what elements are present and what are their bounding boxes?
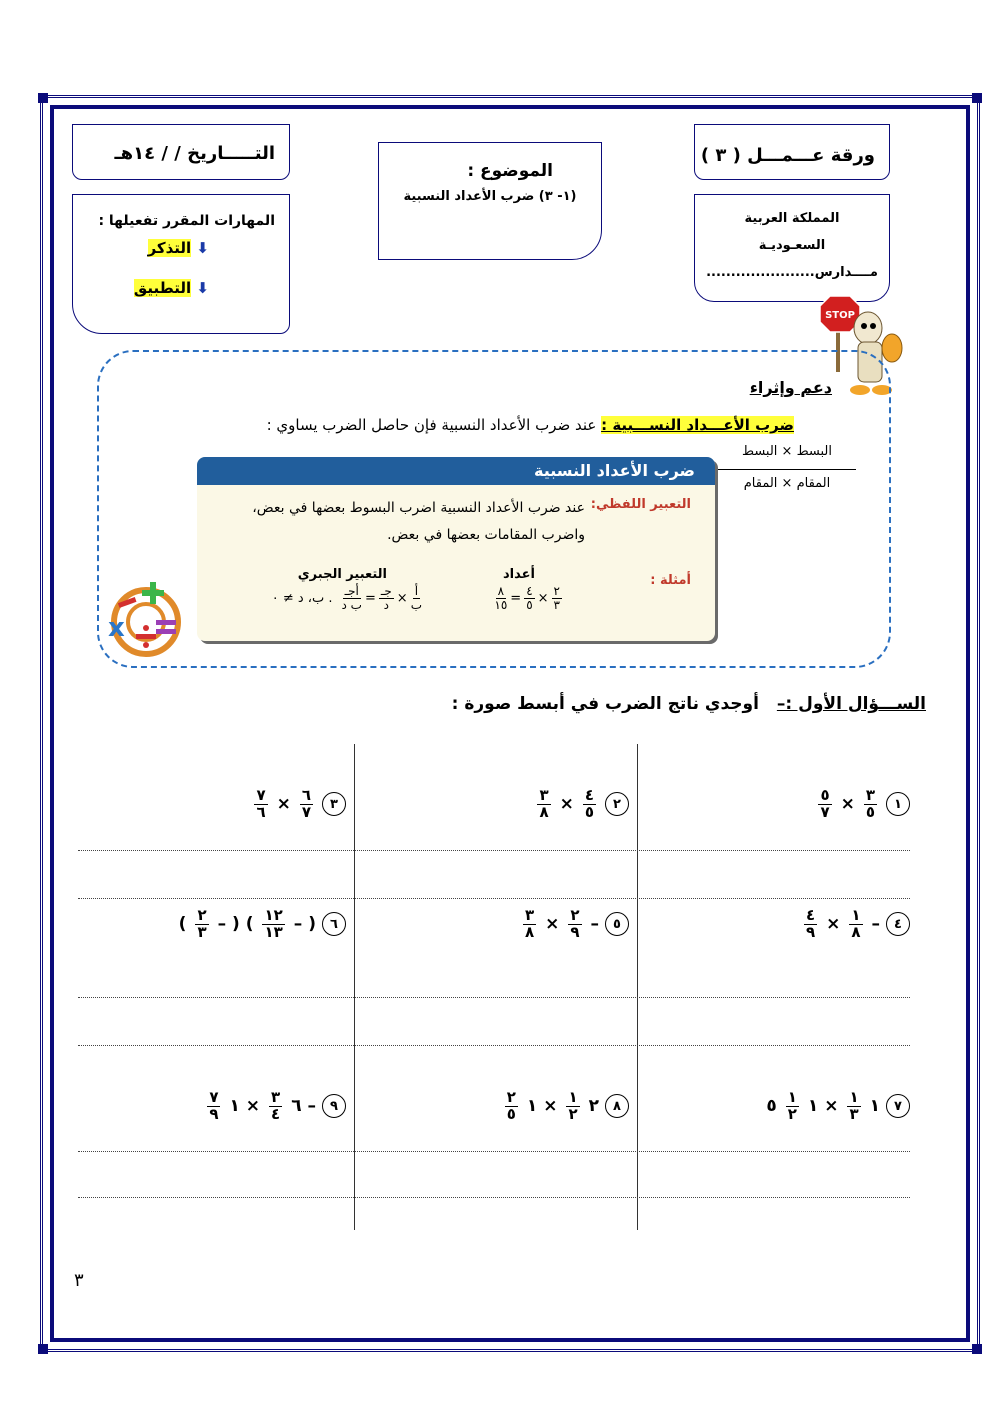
skill-bullet-icon: ⬇ [196, 239, 209, 257]
info-box [197, 457, 715, 641]
algebra-label: التعبير الجبري [297, 567, 387, 582]
fraction [523, 908, 536, 941]
support-title: دعم وإثراء [749, 378, 832, 397]
fraction [847, 1090, 860, 1123]
frac-num: جـ [380, 584, 392, 598]
operator: – ٦ [291, 1096, 316, 1117]
skills-title: المهارات المقرر تفعيلها : [98, 213, 275, 229]
frac-den: ب [410, 597, 422, 612]
date-label: التـــــاريخ / / ١٤هـ [114, 143, 275, 164]
topic-box [378, 142, 602, 260]
frac-den: ٦ [256, 802, 266, 821]
formula-denominator: المقام × المقام [743, 476, 831, 491]
numbers-example: $\frac{٢}{٣}$ × $\frac{٤}{٥}$ = $\frac{٨}{١٥}$ [494, 584, 560, 612]
frac-num: ١ [851, 906, 861, 924]
frac-num: ٣ [865, 786, 875, 804]
frac-den: ١٥ [494, 597, 508, 612]
operator: × [840, 794, 855, 815]
frac-den: ٥ [526, 597, 533, 612]
frac-den: ١٣ [264, 922, 283, 941]
problem-number: ٢ [605, 792, 629, 816]
school-line: مــــدارس...................... [706, 265, 878, 280]
frac-den: ٨ [524, 922, 535, 941]
school-line: السعـوديـة [758, 238, 826, 253]
frac-num: ٢ [570, 906, 580, 924]
question-text: أوجدي ناتج الضرب في أبسط صورة : [451, 694, 759, 714]
verbal-label: التعبير اللفظي: [590, 497, 691, 512]
operator: – [590, 914, 599, 935]
frac-den: ٢ [787, 1104, 797, 1123]
problem-item [520, 908, 629, 941]
frac-num: ٤ [526, 584, 533, 598]
frac-den: ٢ [568, 1104, 578, 1123]
skill-item: التطبيق [133, 279, 192, 297]
problem-number: ١ [886, 792, 910, 816]
fraction [262, 908, 284, 941]
fraction [269, 1090, 282, 1123]
date-box [72, 124, 290, 180]
problem-item [251, 788, 346, 821]
corner-ornament [972, 1344, 982, 1354]
info-box-heading: ضرب الأعداد النسبية [197, 457, 715, 485]
answer-line [78, 997, 910, 998]
frac-num: ١٢ [264, 906, 283, 924]
frac-num: أ [414, 584, 419, 598]
operator: × [559, 794, 574, 815]
fraction [864, 788, 877, 821]
frac-den: ٣ [197, 922, 207, 941]
numbers-label: أعداد [503, 567, 535, 582]
operator: × ١ [526, 1096, 558, 1117]
fraction [568, 908, 581, 941]
frac-den: ٣ [849, 1104, 859, 1123]
fraction [849, 908, 862, 941]
fraction [254, 788, 267, 821]
frac-den: ٥ [865, 802, 875, 821]
frac-num: ٢ [553, 584, 560, 598]
operator: ٥ [766, 1096, 777, 1117]
frac-den: ٣ [553, 597, 560, 612]
rule-formula [718, 444, 856, 491]
problem-number: ٩ [322, 1094, 346, 1118]
frac-num: ٣ [271, 1088, 281, 1106]
algebra-example: $\frac{\text{أ}}{\text{ب}}$ × $\frac{\text{جـ}}{\text{د}}$ = $\frac{\text{أجـ}}{\text{ب د}}$ . ب، د ≠ ٠ [271, 584, 422, 612]
algebra-condition: . ب، د ≠ ٠ [271, 590, 333, 606]
frac-num: ٧ [209, 1088, 219, 1106]
fraction [195, 908, 208, 941]
frac-num: ٢ [197, 906, 207, 924]
frac-num: ٥ [820, 786, 830, 804]
frac-num: ٤ [805, 906, 816, 924]
operator: × [545, 914, 560, 935]
fraction [804, 908, 817, 941]
problem-item [801, 908, 910, 941]
frac-num: ٤ [584, 786, 594, 804]
frac-den: ٧ [301, 802, 311, 821]
fraction [818, 788, 831, 821]
frac-num: ٢ [506, 1088, 516, 1106]
problem-item [179, 908, 346, 941]
frac-num: ١ [568, 1088, 578, 1106]
formula-numerator: البسط × البسط [741, 444, 833, 459]
fraction [207, 1090, 220, 1123]
verbal-text: عند ضرب الأعداد النسبية اضرب البسوط بعضها في بعض، واضرب المقامات بعضها في بعض. [252, 500, 585, 543]
skills-box [72, 194, 290, 334]
frac-den: د [383, 597, 389, 612]
frac-num: ٧ [256, 786, 266, 804]
topic-value: (١- ٣) ضرب الأعداد النسبية [403, 189, 577, 204]
fraction [786, 1090, 799, 1123]
frac-num: ٦ [301, 786, 311, 804]
answer-line [78, 1197, 910, 1198]
rule-line [267, 416, 794, 434]
school-box [694, 194, 890, 302]
problem-item [815, 788, 910, 821]
fraction [566, 1090, 579, 1123]
operator: ٢ [588, 1096, 599, 1117]
frac-num: ٨ [497, 584, 505, 598]
column-divider [637, 744, 638, 1230]
problem-item [204, 1090, 346, 1123]
problem-number: ٧ [886, 1094, 910, 1118]
operator: ) ( – [217, 914, 254, 935]
frac-num: أجـ [344, 584, 359, 598]
answer-line [78, 1151, 910, 1152]
frac-den: ٩ [570, 922, 580, 941]
skill-item: التذكر [147, 239, 192, 257]
problem-item [534, 788, 629, 821]
fraction [537, 788, 550, 821]
fraction [300, 788, 313, 821]
frac-den: ٥ [584, 802, 594, 821]
page-number: ٣ [74, 1270, 84, 1291]
frac-num: ١ [849, 1088, 859, 1106]
operator: × [826, 914, 841, 935]
frac-den: ٥ [506, 1104, 516, 1123]
question-heading [452, 694, 926, 714]
fraction [583, 788, 596, 821]
frac-den: ٩ [805, 922, 816, 941]
rule-text: عند ضرب الأعداد النسبية فإن حاصل الضرب يساوي : [266, 416, 597, 434]
worksheet-title-box [694, 124, 890, 180]
fraction [505, 1090, 518, 1123]
frac-num: ٣ [524, 906, 535, 924]
operator: ) [178, 914, 187, 935]
question-label: الســـؤال الأول :– [776, 694, 926, 714]
svg-text:STOP: STOP [825, 310, 855, 321]
frac-num: ٣ [539, 786, 549, 804]
frac-den: ٨ [851, 922, 861, 941]
problem-item [766, 1090, 910, 1123]
topic-label: الموضوع : [467, 161, 553, 181]
corner-ornament [38, 1344, 48, 1354]
worksheet-title: ورقة عـــمـــل ( ٣ ) [700, 145, 875, 166]
problem-number: ٣ [322, 792, 346, 816]
answer-line [78, 1045, 910, 1046]
corner-ornament [38, 93, 48, 103]
problem-number: ٦ [322, 912, 346, 936]
frac-den: ٤ [271, 1104, 281, 1123]
skill-bullet-icon: ⬇ [196, 279, 209, 297]
operator: ( – [293, 914, 316, 935]
frac-num: ١ [787, 1088, 797, 1106]
operator: × ١ [229, 1096, 261, 1117]
answer-line [78, 898, 910, 899]
operator: × ١ [807, 1096, 839, 1117]
operator: – [871, 914, 880, 935]
problem-number: ٤ [886, 912, 910, 936]
problem-number: ٨ [605, 1094, 629, 1118]
school-line: المملكة العربية [744, 211, 840, 226]
frac-den: ب د [341, 597, 362, 612]
problem-item [502, 1090, 629, 1123]
examples-label: أمثلة : [650, 573, 691, 588]
answer-line [78, 850, 910, 851]
operator: ١ [869, 1096, 880, 1117]
svg-text:x: x [108, 613, 125, 643]
frac-den: ٨ [539, 802, 549, 821]
rule-label: ضرب الأعـــداد النســـبية : [601, 416, 794, 434]
corner-ornament [972, 93, 982, 103]
frac-den: ٧ [820, 802, 830, 821]
operator: × [276, 794, 291, 815]
column-divider [354, 744, 355, 1230]
frac-den: ٩ [209, 1104, 219, 1123]
math-symbols-icon [104, 578, 184, 660]
problem-number: ٥ [605, 912, 629, 936]
